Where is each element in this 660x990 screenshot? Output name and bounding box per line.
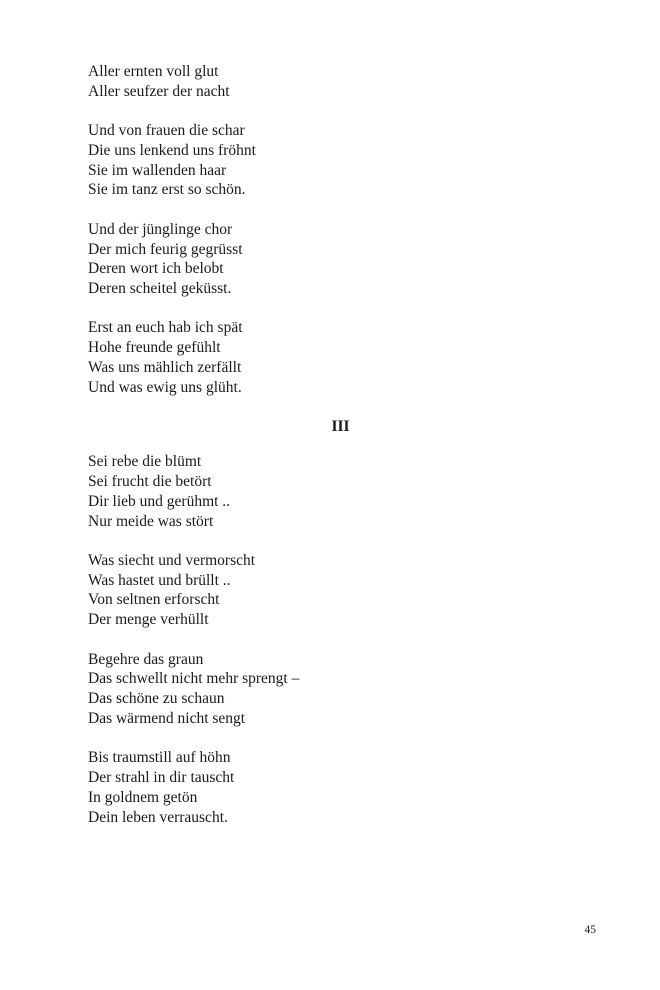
verse-line: Nur meide was stört	[88, 512, 214, 530]
stanza	[88, 318, 608, 397]
verse-line: Was siecht und vermorscht	[88, 551, 256, 569]
verse-line: Sie im wallenden haar	[88, 161, 227, 179]
verse-line: Erst an euch hab ich spät	[88, 319, 243, 337]
verse-line: Deren scheitel geküsst.	[88, 280, 232, 298]
page-number: 45	[584, 924, 596, 936]
verse-line: Das schöne zu schaun	[88, 690, 225, 708]
verse-line: Das wärmend nicht sengt	[88, 709, 246, 727]
verse-line: Und was ewig uns glüht.	[88, 378, 242, 396]
stanza	[88, 121, 608, 200]
verse-line: Hohe freunde gefühlt	[88, 339, 221, 357]
verse-line: Und der jünglinge chor	[88, 220, 233, 238]
verse-line: Was uns mählich zerfällt	[88, 359, 242, 377]
verse-line: Sei frucht die betört	[88, 472, 212, 490]
verse-line: Und von frauen die schar	[88, 122, 245, 140]
verse-line: Begehre das graun	[88, 650, 204, 668]
verse-line: Der menge verhüllt	[88, 611, 209, 629]
stanza	[88, 62, 608, 102]
stanza	[88, 452, 608, 531]
verse-line: Sie im tanz erst so schön.	[88, 181, 246, 199]
verse-line: Der mich feurig gegrüsst	[88, 240, 243, 258]
verse-line: Die uns lenkend uns fröhnt	[88, 141, 256, 159]
verse-line: Aller ernten voll glut	[88, 63, 219, 80]
section-heading: III	[331, 418, 350, 436]
verse-line: Der strahl in dir tauscht	[88, 769, 235, 787]
verse-line: Bis traumstill auf höhn	[88, 749, 231, 767]
verse-line: Sei rebe die blümt	[88, 453, 202, 471]
verse-line: Deren wort ich belobt	[88, 260, 224, 278]
verse-line: In goldnem getön	[88, 788, 198, 806]
verse-line: Dein leben verrauscht.	[88, 808, 228, 826]
verse-line: Das schwellt nicht mehr sprengt –	[88, 670, 300, 688]
verse-line: Von seltnen erforscht	[88, 591, 220, 609]
stanza	[88, 551, 608, 630]
stanza	[88, 220, 608, 299]
verse-line: Was hastet und brüllt ..	[88, 571, 231, 589]
verse-line: Aller seufzer der nacht	[88, 82, 230, 100]
stanza	[88, 748, 608, 827]
stanza	[88, 650, 608, 729]
poem-text-block	[88, 62, 608, 847]
verse-line: Dir lieb und gerühmt ..	[88, 492, 231, 510]
